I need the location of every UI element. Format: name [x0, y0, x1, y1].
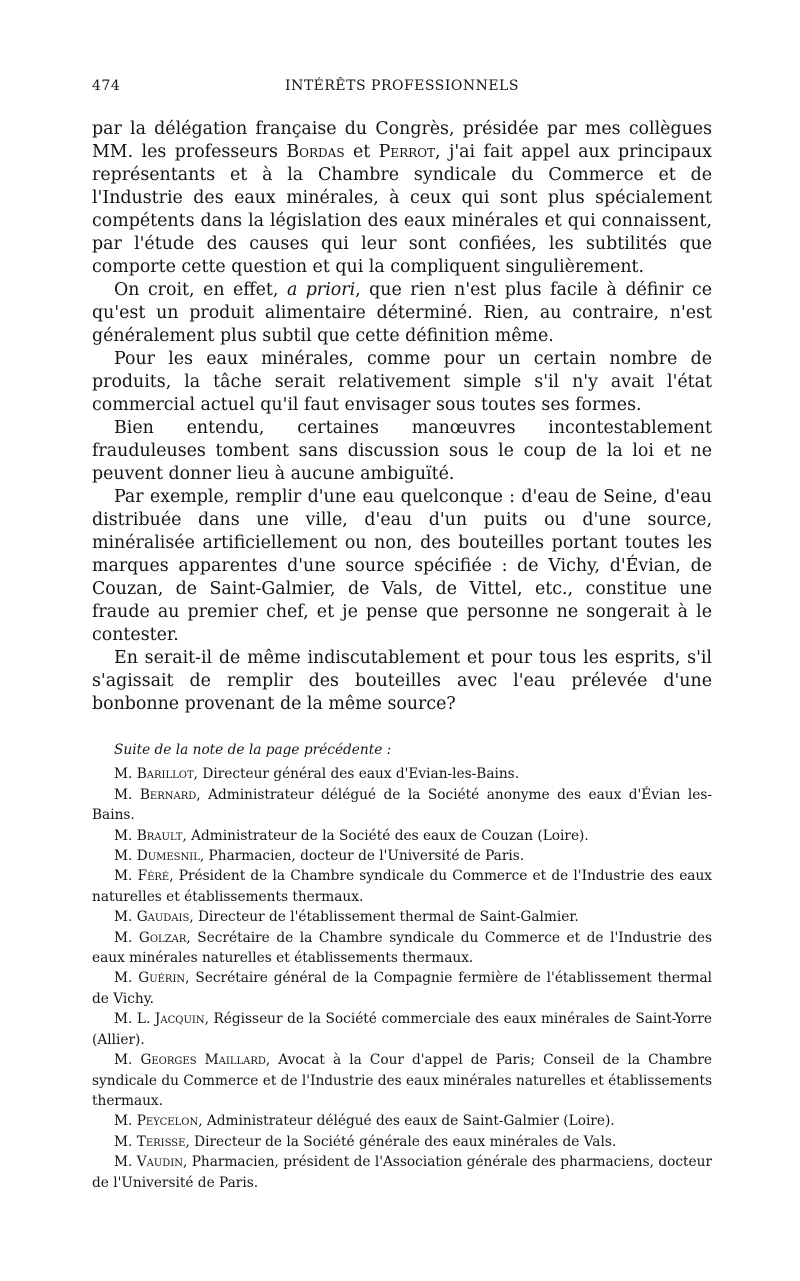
paragraph: Bien entendu, certaines manœuvres incontestablement frauduleuses tombent sans discussion sous le coup de la loi et ne peuvent donner lieu à aucune ambiguïté.	[92, 418, 712, 484]
footnote-item: M. Brault, Administrateur de la Société des eaux de Couzan (Loire).	[114, 827, 589, 844]
body-text	[92, 118, 712, 716]
author-name: Perrot	[378, 142, 436, 162]
footnote-item: M. Peycelon, Administrateur délégué des eaux de Saint-Galmier (Loire).	[114, 1113, 615, 1130]
footnote-item: M. Dumesnil, Pharmacien, docteur de l'Université de Paris.	[114, 848, 525, 865]
author-name: Bordas	[286, 142, 345, 162]
footnote-item: M. Guérin, Secrétaire général de la Compagnie fermière de l'établissement thermal de Vichy.	[92, 970, 713, 1007]
paragraph: Par exemple, remplir d'une eau quelconque : d'eau de Seine, d'eau distribuée dans une ville, d'eau d'un puits ou d'une source, minéralisée artificiellement ou non, des bouteilles portant toutes les marques apparentes d'une source spécifiée : de Vichy, d'Évian, de Couzan, de Saint-Galmier, de Vals, de Vittel, etc., constitue une fraude au premier chef, et je pense que personne ne songerait à le contester.	[92, 487, 712, 645]
footnote-item: M. Féré, Président de la Chambre syndicale du Commerce et de l'Industrie des eaux naturelles et établissements thermaux.	[92, 868, 713, 905]
paragraph: En serait-il de même indiscutablement et pour tous les esprits, s'il s'agissait de remplir des bouteilles avec l'eau prélevée d'une bonbonne provenant de la même source?	[92, 648, 712, 714]
footnote-item: M. Golzar, Secrétaire de la Chambre syndicale du Commerce et de l'Industrie des eaux minérales naturelles et établissements thermaux.	[92, 929, 713, 967]
running-head: INTÉRÊTS PROFESSIONNELS	[285, 78, 519, 94]
footnote-item: M. Bernard, Administrateur délégué de la Société anonyme des eaux d'Évian les-Bains.	[92, 786, 713, 824]
footnotes	[92, 740, 712, 1193]
paragraph: On croit, en effet, a priori, que rien n'est plus facile à définir ce qu'est un produit alimentaire déterminé. Rien, au contraire, n'est généralement plus subtil que cette définition même.	[92, 280, 712, 346]
paragraph: Pour les eaux minérales, comme pour un certain nombre de produits, la tâche serait relativement simple s'il n'y avait l'état commercial actuel qu'il faut envisager sous toutes ses formes.	[92, 349, 712, 415]
footnote-intro: Suite de la note de la page précédente :	[114, 742, 392, 758]
page-number: 474	[92, 78, 121, 94]
paragraph: par la délégation française du Congrès, présidée par mes collègues MM. les professeurs Bordas et Perrot, j'ai fait appel aux principaux représentants et à la Chambre syndicale du Commerce et de l'Industrie des eaux minérales, à ceux qui sont plus spécialement compétents dans la législation des eaux minérales et qui connaissent, par l'étude des causes qui leur sont confiées, les subtilités que comporte cette question et qui la compliquent singulièrement.	[92, 119, 712, 277]
page-header	[92, 78, 712, 102]
footnote-item: M. Georges Maillard, Avocat à la Cour d'appel de Paris; Conseil de la Chambre syndicale du Commerce et de l'Industrie des eaux minérales naturelles et établissements thermaux.	[92, 1052, 712, 1109]
footnote-item: M. Barillot, Directeur général des eaux d'Evian-les-Bains.	[114, 766, 520, 783]
footnote-item: M. Gaudais, Directeur de l'établissement thermal de Saint-Galmier.	[114, 909, 579, 926]
footnote-item: M. Terisse, Directeur de la Société générale des eaux minérales de Vals.	[114, 1133, 617, 1150]
italic-phrase: a priori	[286, 280, 356, 300]
footnote-item: M. L. Jacquin, Régisseur de la Société commerciale des eaux minérales de Saint-Yorre (Allier).	[92, 1011, 712, 1048]
footnote-item: M. Vaudin, Pharmacien, président de l'Association générale des pharmaciens, docteur de l'Université de Paris.	[92, 1154, 712, 1191]
